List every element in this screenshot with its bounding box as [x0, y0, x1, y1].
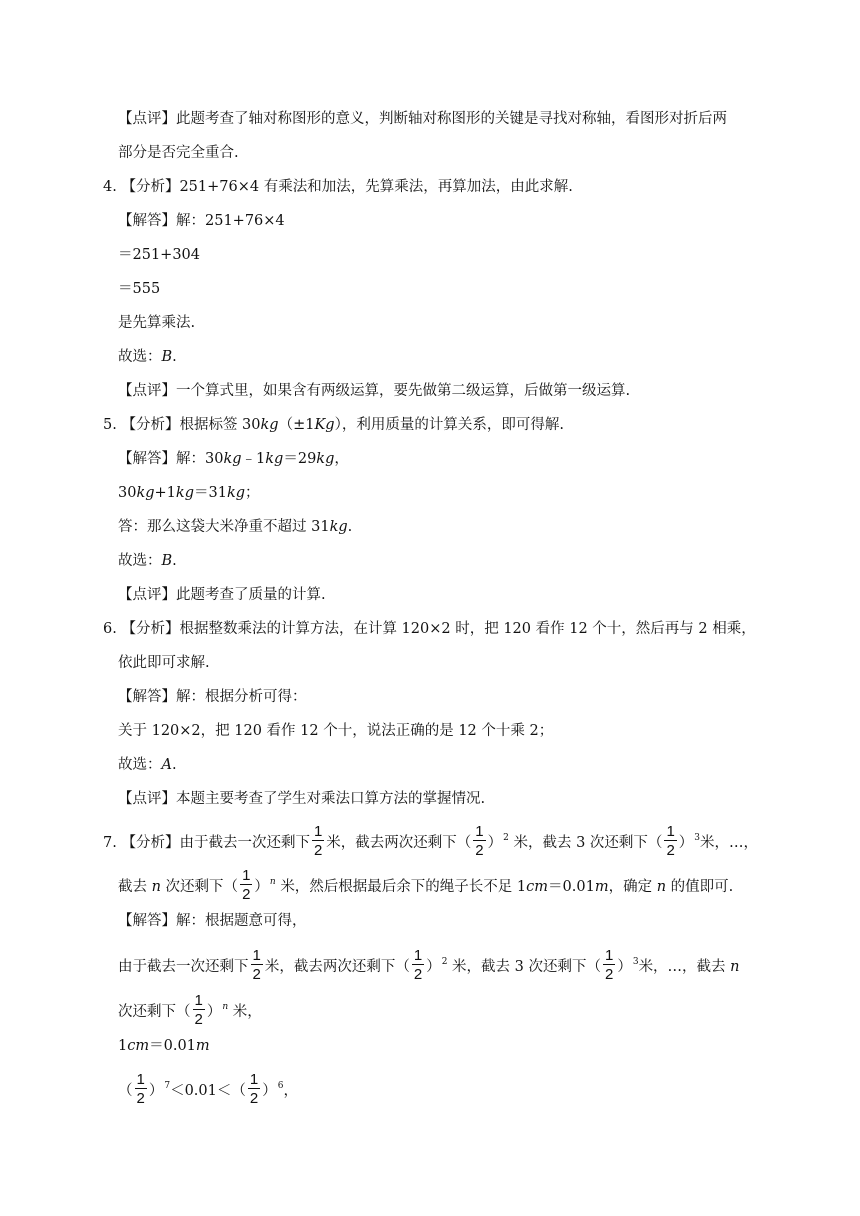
frac-denominator: 2 — [313, 842, 323, 859]
frac-denominator: 2 — [194, 1011, 203, 1028]
frac-numerator: 1 — [475, 823, 484, 840]
q3-review-line2: 部分是否完全重合. — [118, 145, 239, 161]
q4-step2: ＝555 — [118, 281, 161, 297]
fraction-one-half — [135, 1072, 147, 1106]
q7-c4: 米，截去 3 次还剩下（ — [452, 959, 601, 975]
q4-analysis-text: 【分析】251+76×4 有乘法和加法，先算乘法，再算加法，由此求解. — [121, 179, 573, 195]
q5-sum-d: ； — [245, 485, 260, 501]
unit-m: m — [594, 879, 609, 895]
fraction-one-half — [664, 824, 676, 858]
q5-answer-c: ＝29 — [283, 451, 317, 467]
q7-c1: 由于截去一次还剩下 — [118, 959, 249, 975]
q7-e1: 1 — [118, 1038, 128, 1054]
q5-review: 【点评】此题考查了质量的计算. — [118, 587, 326, 603]
q4-answer: 【解答】解：251+76×4 — [118, 213, 285, 229]
q7-f2: ） — [148, 1083, 164, 1099]
q7-number: 7. — [103, 835, 117, 851]
frac-numerator: 1 — [252, 947, 261, 964]
frac-numerator: 1 — [413, 947, 423, 964]
unit-m: m — [195, 1038, 210, 1054]
q6-choice: 故选：A. — [118, 757, 177, 773]
q7-a1: 【分析】由于截去一次还剩下 — [121, 835, 310, 851]
q6-answer: 【解答】解：根据分析可得： — [118, 689, 307, 705]
frac-numerator: 1 — [194, 992, 203, 1009]
q4-number: 4. — [103, 179, 117, 195]
exponent: 7 — [164, 1081, 171, 1091]
frac-denominator: 2 — [136, 1090, 145, 1107]
q6-choice-letter: A — [161, 757, 172, 773]
q7-c2: 米，截去两次还剩下（ — [264, 959, 410, 975]
q7-a6: 米，…， — [700, 835, 759, 851]
q7-d2: ） — [206, 1004, 222, 1020]
q6-choice-prefix: 故选： — [118, 757, 162, 773]
q7-solution-line1 — [118, 947, 740, 984]
q7-a5: ） — [678, 835, 694, 851]
q7-a4: 米，截去 3 次还剩下（ — [513, 835, 663, 851]
exponent: 2 — [441, 957, 448, 967]
exponent: 3 — [632, 957, 639, 967]
q5-answer — [118, 449, 349, 469]
q5-sum-b: +1 — [154, 485, 176, 501]
q7-c6: 米，…，截去 — [638, 959, 731, 975]
q5-analysis-a: 【分析】根据标签 30 — [121, 417, 261, 433]
q4-choice-prefix: 故选： — [118, 349, 162, 365]
q7-d1: 次还剩下（ — [118, 1004, 191, 1020]
q4-review: 【点评】一个算式里，如果含有两级运算，要先做第二级运算，后做第一级运算. — [118, 383, 631, 399]
q5-analysis-c: ），利用质量的计算关系，即可得解. — [334, 417, 564, 433]
q4-choice-letter: B — [161, 349, 173, 365]
frac-denominator: 2 — [252, 966, 261, 983]
q7-c5: ） — [617, 959, 632, 975]
q5-analysis — [103, 415, 564, 435]
unit-kg: kg — [223, 451, 242, 467]
exponent: 2 — [503, 833, 509, 843]
unit-kg: kg — [136, 485, 155, 501]
q5-choice-prefix: 故选： — [118, 553, 162, 569]
fraction-one-half — [251, 948, 263, 982]
q5-answer-a: 【解答】解：30 — [118, 451, 224, 467]
q7-b3: ） — [254, 879, 269, 895]
fraction-one-half — [603, 948, 615, 982]
fraction-one-half — [240, 868, 252, 902]
q6-review: 【点评】本题主要考查了学生对乘法口算方法的掌握情况. — [118, 791, 486, 807]
q7-b1: 截去 — [118, 879, 152, 895]
q5-answer-b: ﹣1 — [241, 451, 266, 467]
frac-numerator: 1 — [313, 823, 323, 840]
q4-analysis — [103, 177, 573, 197]
q4-step1: ＝251+304 — [118, 247, 201, 263]
q6-analysis-line1 — [103, 619, 756, 639]
frac-denominator: 2 — [666, 842, 675, 859]
q7-unit-conversion — [118, 1036, 210, 1056]
fraction-one-half — [248, 1072, 260, 1106]
frac-numerator: 1 — [242, 867, 251, 884]
q5-reply-a: 答：那么这袋大米净重不超过 31 — [118, 519, 330, 535]
q4-note: 是先算乘法. — [118, 315, 196, 331]
fraction-one-half — [193, 993, 205, 1027]
unit-cm: cm — [526, 879, 549, 895]
q7-a3: ） — [487, 835, 503, 851]
q5-sum-c: ＝31 — [193, 485, 227, 501]
q5-choice-letter: B — [161, 553, 173, 569]
frac-numerator: 1 — [604, 947, 614, 964]
q7-f4: ） — [262, 1083, 277, 1099]
q7-b6: ，确定 — [608, 879, 657, 895]
fraction-one-half — [412, 948, 424, 982]
exponent: n — [222, 1002, 229, 1012]
q5-number: 5. — [103, 417, 117, 433]
unit-kg: kg — [175, 485, 194, 501]
q4-choice: 故选：B. — [118, 349, 177, 365]
q5-choice: 故选：B. — [118, 553, 177, 569]
unit-kg: kg — [260, 417, 279, 433]
q3-review-line1: 【点评】此题考查了轴对称图形的意义，判断轴对称图形的关键是寻找对称轴，看图形对折后两 — [118, 111, 727, 127]
q7-analysis-line1 — [103, 823, 759, 860]
unit-kg: kg — [316, 451, 335, 467]
frac-denominator: 2 — [242, 886, 251, 903]
fraction-one-half — [312, 824, 324, 858]
q7-b4: 米，然后根据最后余下的绳子长不足 1 — [280, 879, 527, 895]
q7-solution-line2 — [118, 992, 262, 1029]
frac-numerator: 1 — [666, 823, 675, 840]
var-n: n — [656, 879, 667, 895]
q7-b2: 次还剩下（ — [160, 879, 239, 895]
fraction-one-half — [473, 824, 485, 858]
q5-reply — [118, 517, 352, 537]
unit-cm: cm — [127, 1038, 150, 1054]
q7-b7: 的值即可. — [666, 879, 734, 895]
q5-analysis-b: （±1 — [278, 417, 315, 433]
q5-reply-b: . — [347, 519, 353, 535]
exponent: 3 — [694, 833, 701, 843]
q6-line: 关于 120×2，把 120 看作 12 个十，说法正确的是 12 个十乘 2； — [118, 723, 554, 739]
frac-denominator: 2 — [604, 966, 614, 983]
var-n: n — [730, 959, 740, 975]
q7-b5: ＝0.01 — [548, 879, 595, 895]
q7-f3: ＜0.01＜（ — [170, 1083, 246, 1099]
exponent: 6 — [277, 1081, 284, 1091]
unit-kg: kg — [329, 519, 348, 535]
q7-e2: ＝0.01 — [149, 1038, 196, 1054]
q6-analysis-line2: 依此即可求解. — [118, 655, 210, 671]
q6-analysis-text: 【分析】根据整数乘法的计算方法，在计算 120×2 时，把 120 看作 12 个十，然后再与 2 相乘， — [121, 621, 756, 637]
frac-denominator: 2 — [475, 842, 484, 859]
q7-d3: 米， — [232, 1004, 262, 1020]
q7-inequality — [118, 1071, 298, 1108]
q5-sum-a: 30 — [118, 485, 137, 501]
q7-answer: 【解答】解：根据题意可得， — [118, 913, 307, 929]
q5-answer-d: ， — [334, 451, 349, 467]
q5-sum — [118, 483, 260, 503]
q7-analysis-line2 — [118, 867, 734, 904]
unit-kg: kg — [226, 485, 246, 501]
q7-a2: 米，截去两次还剩下（ — [326, 835, 472, 851]
q7-f5: ， — [283, 1083, 298, 1099]
var-n: n — [151, 879, 161, 895]
unit-Kg: Kg — [314, 417, 335, 433]
frac-denominator: 2 — [249, 1090, 259, 1107]
frac-numerator: 1 — [249, 1071, 259, 1088]
q7-c3: ） — [426, 959, 441, 975]
unit-kg: kg — [265, 451, 284, 467]
exponent: n — [269, 877, 276, 887]
frac-numerator: 1 — [136, 1071, 145, 1088]
q7-f1: （ — [118, 1083, 133, 1099]
q6-number: 6. — [103, 621, 117, 637]
frac-denominator: 2 — [413, 966, 423, 983]
